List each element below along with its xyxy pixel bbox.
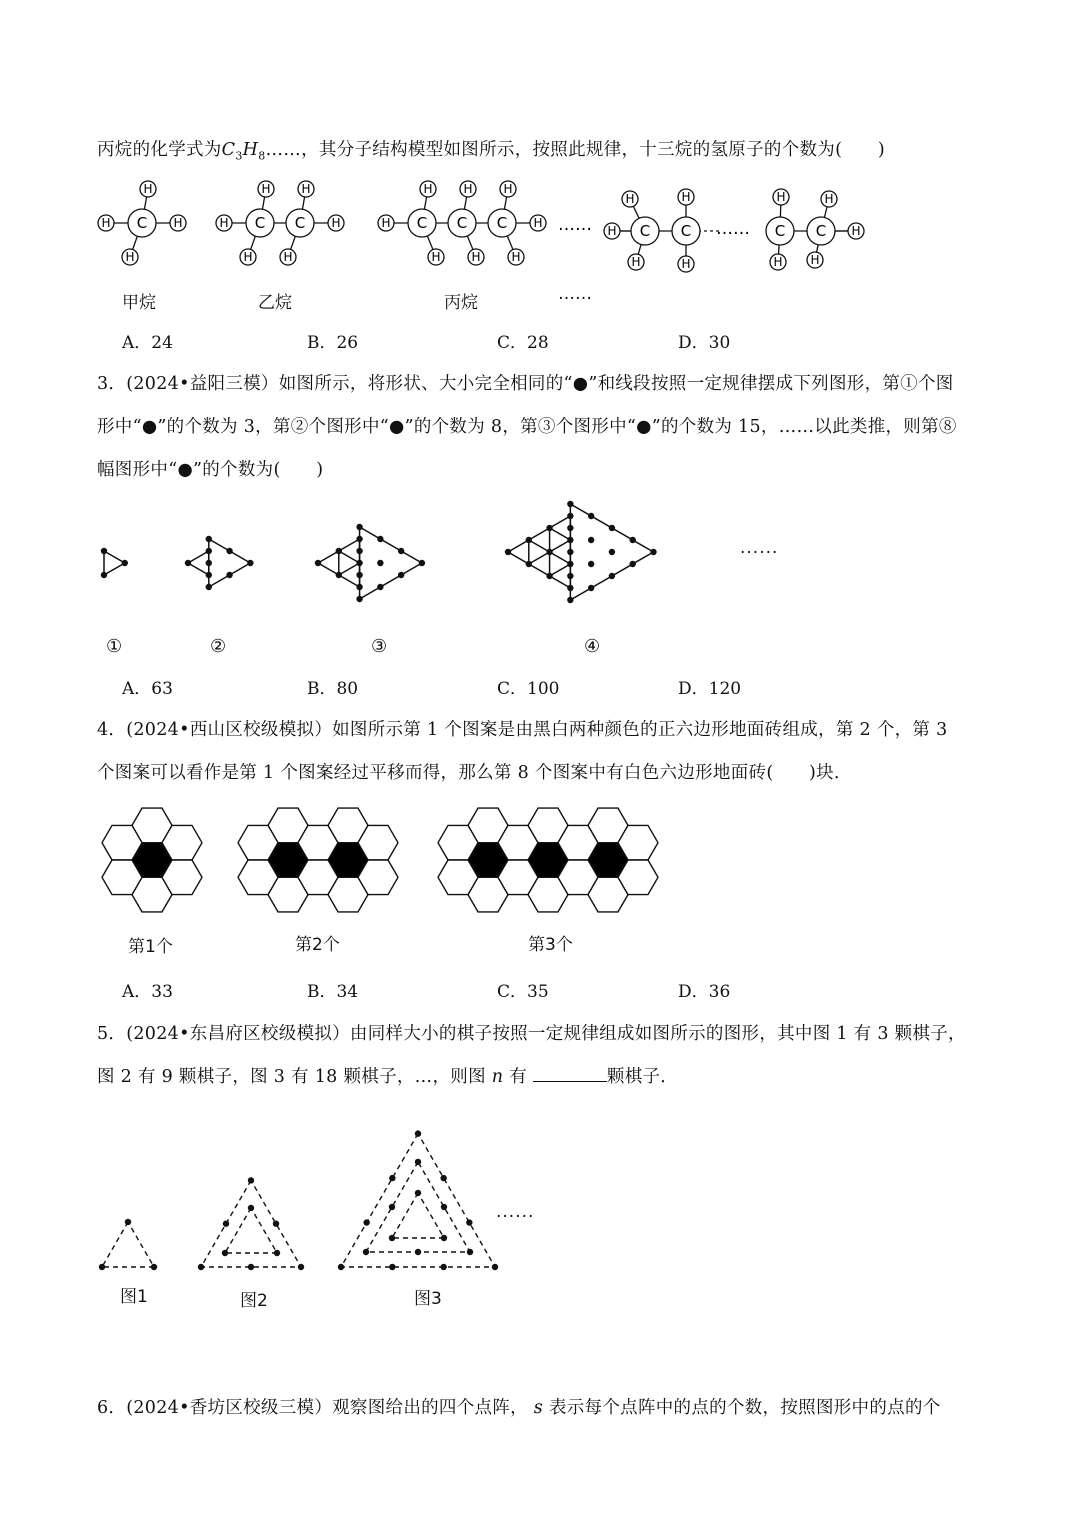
q5-line-2-c: 颗棋子． — [606, 1067, 679, 1087]
pattern-dot — [588, 537, 594, 543]
q4-option-a: A．33 — [122, 982, 173, 1002]
pattern-dot — [206, 548, 212, 554]
pattern-dot — [356, 524, 362, 530]
dashed-triangle-outline — [225, 1208, 277, 1253]
hydrogen-atom-label: H — [533, 216, 543, 230]
chess-piece-dot — [248, 1264, 254, 1270]
pattern-segment — [188, 563, 209, 575]
carbon-atom-label: C — [136, 214, 148, 232]
hydrogen-atom-label: H — [625, 192, 635, 206]
hydrogen-atom-label: H — [219, 216, 229, 230]
hexagon-tile-figure — [0, 795, 1080, 925]
pattern-dot — [630, 537, 636, 543]
q2-stem — [97, 136, 885, 163]
q2-formula-h: H — [242, 140, 259, 160]
q6-line-1-a: 6．(2024•香坊区校级三模）观察图给出的四个点阵， — [97, 1398, 528, 1418]
dashed-triangle-outline — [201, 1180, 301, 1267]
pattern-dot — [356, 536, 362, 542]
q4-option-b: B．34 — [307, 982, 359, 1002]
hydrogen-atom-label: H — [261, 182, 271, 196]
q4-line-2: 个图案可以看作是第 1 个图案经过平移而得，那么第 8 个图案中有白色六边形地面砖( )块． — [97, 763, 852, 783]
hydrogen-atom-label: H — [511, 250, 521, 264]
hydrogen-atom-label: H — [283, 250, 293, 264]
q2-formula-h-sub: 8 — [258, 149, 266, 163]
pattern-dot — [567, 585, 573, 591]
hydrogen-atom-label: H — [301, 182, 311, 196]
pattern-segment — [104, 551, 125, 563]
q5-var-n: n — [491, 1067, 504, 1087]
dashed-triangle-outline — [366, 1162, 470, 1252]
pattern-dot — [398, 548, 404, 554]
pattern-dot — [377, 560, 383, 566]
pattern-dot — [101, 548, 107, 554]
carbon-atom-label: C — [294, 214, 306, 232]
hydrogen-atom-label: H — [681, 190, 691, 204]
pattern-dot — [609, 573, 615, 579]
chess-piece-dot — [440, 1175, 446, 1181]
q5-line-1: 5．(2024•东昌府区校级模拟）由同样大小的棋子按照一定规律组成如图所示的图形，其中图 1 有 3 颗棋子， — [97, 1024, 966, 1044]
pattern-dot — [206, 560, 212, 566]
hydrogen-atom-label: H — [503, 182, 513, 196]
q3-option-d: D．120 — [678, 679, 742, 699]
carbon-atom-label: C — [680, 222, 692, 240]
pattern-dot — [226, 548, 232, 554]
chess-piece-dot — [440, 1264, 446, 1270]
pattern-dot — [356, 548, 362, 554]
dashed-triangle-outline — [341, 1134, 495, 1267]
pattern-dot — [377, 584, 383, 590]
hydrogen-atom-label: H — [143, 182, 153, 196]
pattern-dot — [206, 572, 212, 578]
pattern-dot — [526, 537, 532, 543]
q2-chain-ellipsis: …… — [716, 219, 750, 239]
hydrogen-atom-label: H — [173, 216, 183, 230]
chess-piece-dot — [415, 1190, 421, 1196]
q5-answer-blank — [533, 1067, 607, 1082]
chess-piece-dot — [274, 1250, 280, 1256]
chess-piece-triangle-figure — [0, 1135, 1080, 1295]
hydrogen-atom-label: H — [331, 216, 341, 230]
hydrogen-atom-label: H — [471, 250, 481, 264]
q2-option-b: B．26 — [307, 333, 359, 353]
chess-piece-dot — [298, 1264, 304, 1270]
q3-caption-4: ④ — [584, 636, 601, 657]
hydrogen-atom-label: H — [423, 182, 433, 196]
chess-piece-dot — [338, 1264, 344, 1270]
chess-piece-dot — [467, 1249, 473, 1255]
q3-line-3: 幅图形中“●”的个数为( ) — [97, 460, 324, 480]
hydrogen-atom-label: H — [431, 250, 441, 264]
chess-piece-dot — [389, 1235, 395, 1241]
hydrogen-atom-label: H — [381, 216, 391, 230]
hydrogen-atom-label: H — [101, 216, 111, 230]
q3-caption-1: ① — [106, 636, 123, 657]
chess-piece-dot — [389, 1175, 395, 1181]
pattern-dot — [588, 585, 594, 591]
hydrogen-atom-label: H — [773, 255, 783, 269]
chess-piece-dot — [222, 1250, 228, 1256]
chess-piece-dot — [389, 1264, 395, 1270]
q2-caption-methane: 甲烷 — [122, 293, 156, 313]
hydrogen-atom-label: H — [125, 250, 135, 264]
chess-piece-dot — [441, 1204, 447, 1210]
pattern-dot — [356, 596, 362, 602]
dashed-triangle-outline — [392, 1193, 444, 1238]
carbon-atom-label: C — [456, 214, 468, 232]
q5-caption-2: 图2 — [240, 1291, 268, 1311]
pattern-segment — [550, 528, 571, 540]
q3-ellipsis: ...... — [740, 538, 779, 558]
chess-piece-dot — [415, 1249, 421, 1255]
pattern-dot — [526, 561, 532, 567]
carbon-atom-label: C — [496, 214, 508, 232]
pattern-dot — [609, 549, 615, 555]
pattern-segment — [339, 551, 360, 563]
pattern-dot — [356, 572, 362, 578]
q3-line-1: 3．(2024•益阳三模）如图所示，将形状、大小完全相同的“●”和线段按照一定规律摆成下列图形，第①个图 — [97, 374, 954, 394]
pattern-dot — [588, 513, 594, 519]
carbon-atom-label: C — [254, 214, 266, 232]
q3-caption-3: ③ — [371, 636, 388, 657]
pattern-dot — [505, 549, 511, 555]
hydrogen-atom-label: H — [810, 253, 820, 267]
q5-line-2-a: 图 2 有 9 颗棋子，图 3 有 18 颗棋子，…，则图 — [97, 1067, 486, 1087]
pattern-segment — [339, 563, 360, 575]
pattern-segment — [188, 551, 209, 563]
pattern-dot — [546, 549, 552, 555]
q6-line-1-b: 表示每个点阵中的点的个数，按照图形中的点的个 — [548, 1398, 941, 1418]
hydrogen-atom-label: H — [607, 224, 617, 238]
pattern-dot — [315, 560, 321, 566]
carbon-atom-label: C — [416, 214, 428, 232]
q5-caption-3: 图3 — [414, 1289, 442, 1309]
chess-piece-dot — [389, 1204, 395, 1210]
q2-caption-ellipsis: …… — [558, 284, 592, 304]
hydrogen-atom-label: H — [631, 255, 641, 269]
pattern-dot — [336, 572, 342, 578]
carbon-atom-label: C — [639, 222, 651, 240]
q2-stem-before: 丙烷的化学式为 — [97, 140, 222, 160]
hydrogen-atom-label: H — [851, 224, 861, 238]
pattern-dot — [567, 573, 573, 579]
carbon-atom-label: C — [815, 222, 827, 240]
q3-option-a: A．63 — [122, 679, 173, 699]
q4-caption-3: 第3个 — [528, 935, 573, 955]
chess-piece-dot — [363, 1249, 369, 1255]
pattern-dot — [567, 561, 573, 567]
pattern-dot — [356, 560, 362, 566]
hydrogen-atom-label: H — [681, 257, 691, 271]
hydrogen-atom-label: H — [824, 192, 834, 206]
pattern-dot — [567, 501, 573, 507]
hydrogen-atom-label: H — [243, 250, 253, 264]
q2-stem-after: ……，其分子结构模型如图所示，按照此规律，十三烷的氢原子的个数为( ) — [265, 140, 885, 160]
q5-ellipsis: ...... — [496, 1202, 535, 1222]
q3-caption-2: ② — [210, 636, 227, 657]
q2-formula-c-sub: 3 — [235, 149, 243, 163]
chess-piece-dot — [415, 1159, 421, 1165]
pattern-dot — [101, 572, 107, 578]
pattern-dot — [185, 560, 191, 566]
q6-var-s: s — [533, 1398, 544, 1418]
pattern-dot — [546, 573, 552, 579]
q2-formula-c: C — [221, 140, 236, 160]
pattern-dot — [567, 525, 573, 531]
pattern-dot — [567, 597, 573, 603]
pattern-dot — [567, 537, 573, 543]
chess-piece-dot — [492, 1264, 498, 1270]
chess-piece-dot — [198, 1264, 204, 1270]
q4-caption-1: 第1个 — [128, 937, 173, 957]
q4-line-1: 4．(2024•西山区校级模拟）如图所示第 1 个图案是由黑白两种颜色的正六边形地面砖组成，第 2 个，第 3 — [97, 720, 948, 740]
chess-piece-dot — [466, 1219, 472, 1225]
pattern-dot — [122, 560, 128, 566]
chess-piece-dot — [363, 1219, 369, 1225]
pattern-dot — [377, 536, 383, 542]
pattern-dot — [356, 584, 362, 590]
q2-caption-propane: 丙烷 — [444, 293, 478, 313]
pattern-dot — [567, 549, 573, 555]
chess-piece-dot — [99, 1264, 105, 1270]
hydrogen-atom-label: H — [463, 182, 473, 196]
pattern-segment — [550, 564, 571, 576]
q3-option-c: C．100 — [497, 679, 560, 699]
q6-line-1 — [97, 1394, 941, 1419]
q2-caption-ethane: 乙烷 — [258, 293, 292, 313]
dashed-triangle-outline — [102, 1222, 154, 1267]
pattern-dot — [336, 548, 342, 554]
pattern-dot — [419, 560, 425, 566]
pattern-dot — [609, 525, 615, 531]
q5-line-2-b: 有 — [509, 1067, 528, 1087]
pattern-dot — [567, 513, 573, 519]
chess-piece-dot — [125, 1219, 131, 1225]
triangle-dot-pattern-figure — [0, 490, 1080, 620]
pattern-dot — [247, 560, 253, 566]
q3-option-b: B．80 — [307, 679, 359, 699]
q2-option-c: C．28 — [497, 333, 549, 353]
pattern-dot — [206, 584, 212, 590]
pattern-dot — [546, 525, 552, 531]
q4-option-d: D．36 — [678, 982, 731, 1002]
pattern-dot — [588, 561, 594, 567]
chess-piece-dot — [248, 1205, 254, 1211]
pattern-dot — [650, 549, 656, 555]
pattern-dot — [226, 572, 232, 578]
q5-line-2 — [97, 1063, 678, 1088]
q4-option-c: C．35 — [497, 982, 549, 1002]
carbon-atom-label: C — [774, 222, 786, 240]
chess-piece-dot — [151, 1264, 157, 1270]
pattern-segment — [360, 527, 422, 563]
chess-piece-dot — [248, 1177, 254, 1183]
pattern-segment — [360, 563, 422, 599]
q2-option-d: D．30 — [678, 333, 731, 353]
chess-piece-dot — [223, 1220, 229, 1226]
chess-piece-dot — [441, 1235, 447, 1241]
chess-piece-dot — [273, 1220, 279, 1226]
pattern-dot — [398, 572, 404, 578]
q2-option-a: A．24 — [122, 333, 173, 353]
pattern-dot — [630, 561, 636, 567]
q2-figure-ellipsis: …… — [558, 215, 592, 235]
pattern-dot — [206, 536, 212, 542]
q3-line-2: 形中“●”的个数为 3，第②个图形中“●”的个数为 8，第③个图形中“●”的个数为 15，……以此类推，则第⑧ — [97, 417, 957, 437]
chess-piece-dot — [415, 1130, 421, 1136]
q5-caption-1: 图1 — [120, 1287, 148, 1307]
pattern-segment — [104, 563, 125, 575]
hydrogen-atom-label: H — [776, 190, 786, 204]
q4-caption-2: 第2个 — [295, 935, 340, 955]
